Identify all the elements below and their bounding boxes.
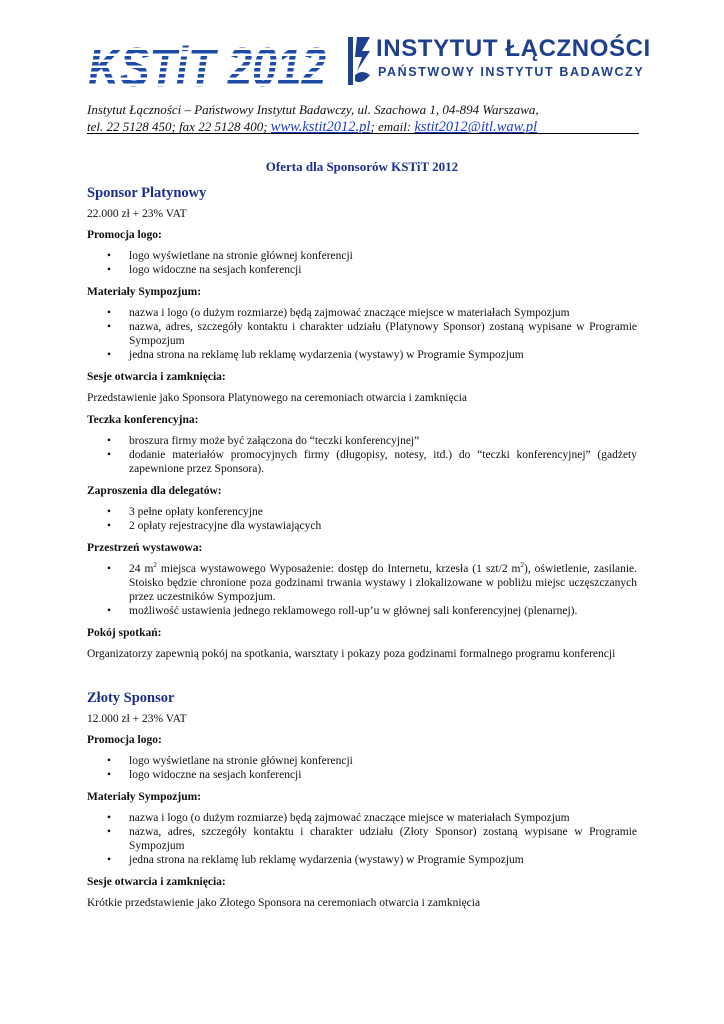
- bullet-icon: •: [107, 563, 112, 575]
- gold-logo-promo-label: Promocja logo:: [87, 734, 162, 746]
- email-link[interactable]: kstit2012@itl.waw.pl: [414, 119, 538, 135]
- platinum-folder-list: [87, 434, 637, 476]
- platinum-materials-list: [87, 306, 637, 362]
- bullet-icon: •: [107, 264, 112, 276]
- address-block: [87, 101, 647, 136]
- bullet-icon: •: [107, 854, 112, 866]
- gold-sessions-label: Sesje otwarcia i zamknięcia:: [87, 876, 226, 888]
- platinum-logo-promo-label: Promocja logo:: [87, 229, 162, 241]
- bullet-icon: •: [107, 321, 112, 333]
- instytut-title: INSTYTUT ŁĄCZNOŚCI: [376, 35, 651, 62]
- list-item: • logo widoczne na sesjach konferencji: [107, 769, 302, 781]
- phone-fax: tel. 22 5128 450; fax 22 5128 400;: [87, 119, 271, 134]
- platinum-meeting-room-label: Pokój spotkań:: [87, 627, 162, 639]
- gold-materials-list: [87, 811, 637, 867]
- platinum-meeting-room-text: Organizatorzy zapewnią pokój na spotkania, warsztaty i pokazy poza godzinami formalnego programu konferencji: [87, 648, 616, 660]
- website-link[interactable]: www.kstit2012.pl: [270, 119, 371, 135]
- list-item: • nazwa i logo (o dużym rozmiarze) będą zajmować znaczące miejsce w materiałach Sympozjum: [107, 307, 570, 319]
- platinum-price: 22.000 zł + 23% VAT: [87, 208, 187, 220]
- list-item: • 3 pełne opłaty konferencyjne: [107, 506, 263, 518]
- bullet-icon: •: [107, 755, 112, 767]
- platinum-exhibition-label: Przestrzeń wystawowa:: [87, 542, 203, 554]
- list-item: • nazwa, adres, szczegóły kontaktu i charakter udziału (Złoty Sponsor) zostaną wypisane w Programie Sympozjum: [107, 826, 637, 852]
- bullet-icon: •: [107, 826, 112, 838]
- platinum-folder-label: Teczka konferencyjna:: [87, 414, 199, 426]
- list-item: • 2 opłaty rejestracyjne dla wystawiających: [107, 520, 322, 532]
- list-item: • logo wyświetlane na stronie głównej konferencji: [107, 250, 353, 262]
- svg-text:KSTiT 2012: KSTiT 2012: [88, 35, 326, 98]
- list-item: • 24 $m^2$ miejsca wystawowego Wyposażenie: dostęp do Internetu, krzesła (1 szt/2 $m^2$), oświetlenie, zasilanie. Stoisko będzie chronione poza godzinami trwania wystawy i zlokalizowane w pobliżu miejsc uczęszczanych przez uczestników Sympozjum.: [107, 561, 637, 603]
- platinum-exhibition-list: [87, 562, 637, 618]
- section-spacer: [87, 669, 637, 689]
- list-item: • dodanie materiałów promocyjnych firmy (długopisy, notesy, itd.) do “teczki konferencyjnej” (gadżety zapewnione przez Sponsora).: [107, 449, 637, 475]
- gold-heading: Złoty Sponsor: [87, 690, 175, 706]
- bullet-icon: •: [107, 520, 112, 532]
- page-title: Oferta dla Sponsorów KSTiT 2012: [265, 159, 459, 174]
- bullet-icon: •: [107, 506, 112, 518]
- bullet-icon: •: [107, 349, 112, 361]
- list-item: • nazwa, adres, szczegóły kontaktu i charakter udziału (Platynowy Sponsor) zostaną wypisane w Programie Sympozjum: [107, 321, 637, 347]
- platinum-invitations-label: Zaproszenia dla delegatów:: [87, 485, 222, 497]
- platinum-sessions-text: Przedstawienie jako Sponsora Platynowego na ceremoniach otwarcia i zamknięcia: [87, 392, 467, 404]
- list-item: • jedna strona na reklamę lub reklamę wydarzenia (wystawy) w Programie Sympozjum: [107, 854, 524, 866]
- bullet-icon: •: [107, 812, 112, 824]
- list-item: • logo wyświetlane na stronie głównej konferencji: [107, 755, 353, 767]
- platinum-sessions-label: Sesje otwarcia i zamknięcia:: [87, 371, 226, 383]
- list-item: • logo widoczne na sesjach konferencji: [107, 264, 302, 276]
- header-divider: [87, 133, 639, 134]
- document-body: [87, 160, 637, 918]
- bullet-icon: •: [107, 769, 112, 781]
- bullet-icon: •: [107, 250, 112, 262]
- bullet-icon: •: [107, 605, 112, 617]
- bullet-icon: •: [107, 307, 112, 319]
- instytut-lacznosci-logo: [348, 35, 651, 87]
- list-item: • możliwość ustawienia jednego reklamowego roll-up’u w głównej sali konferencyjnej (plenarnej).: [107, 605, 578, 617]
- platinum-materials-label: Materiały Sympozjum:: [87, 286, 202, 298]
- bullet-icon: •: [107, 435, 112, 447]
- platinum-heading: Sponsor Platynowy: [87, 185, 207, 201]
- bullet-icon: •: [107, 449, 112, 461]
- gold-sessions-text: Krótkie przedstawienie jako Złotego Sponsora na ceremoniach otwarcia i zamknięcia: [87, 897, 481, 909]
- kstit-2012-logo: [86, 35, 330, 98]
- list-item: • jedna strona na reklamę lub reklamę wydarzenia (wystawy) w Programie Sympozjum: [107, 349, 524, 361]
- list-item: • nazwa i logo (o dużym rozmiarze) będą zajmować znaczące miejsce w materiałach Sympozjum: [107, 812, 570, 824]
- platinum-invitations-list: [87, 505, 637, 533]
- instytut-subtitle: PAŃSTWOWY INSTYTUT BADAWCZY: [378, 65, 645, 79]
- platinum-logo-promo-list: [87, 249, 637, 277]
- email-label: ; email:: [370, 119, 415, 134]
- instytut-emblem-icon: [348, 35, 372, 87]
- list-item: • broszura firmy może być załączona do “teczki konferencyjnej”: [107, 435, 420, 447]
- gold-logo-promo-list: [87, 754, 637, 782]
- address-line: Instytut Łączności – Państwowy Instytut Badawczy, ul. Szachowa 1, 04-894 Warszawa,: [87, 102, 539, 117]
- gold-materials-label: Materiały Sympozjum:: [87, 791, 202, 803]
- gold-price: 12.000 zł + 23% VAT: [87, 713, 187, 725]
